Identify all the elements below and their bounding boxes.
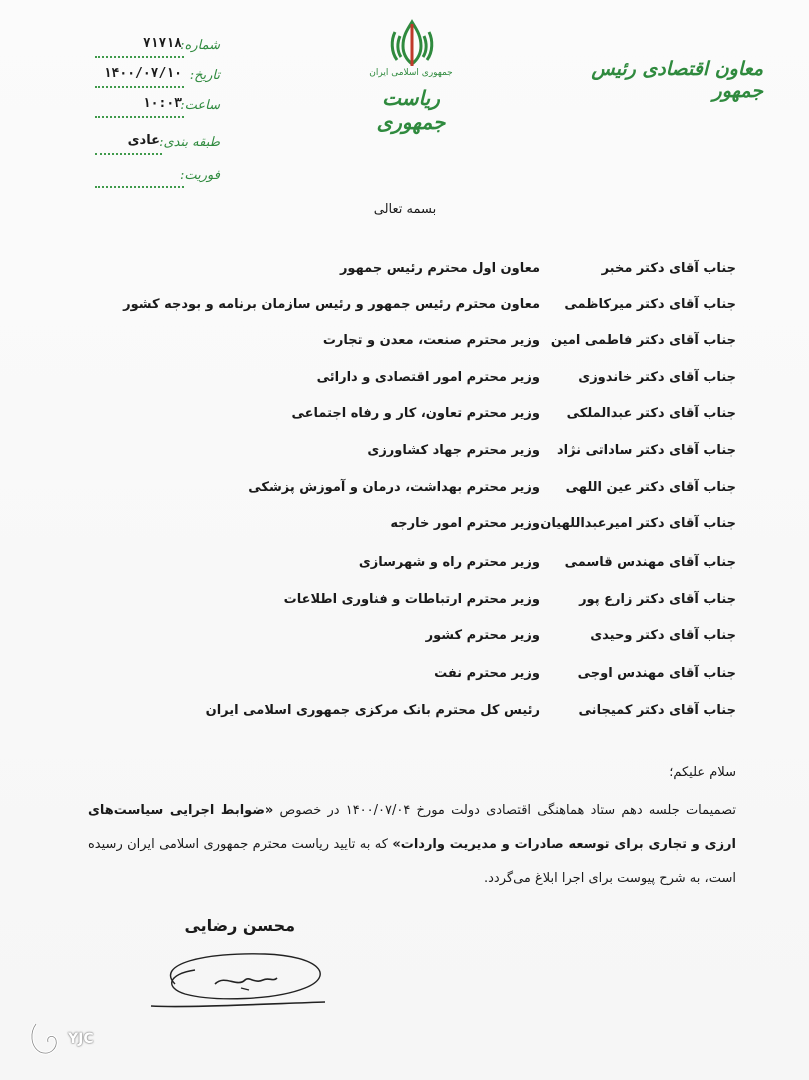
recipient-row: [150, 370, 736, 400]
recipient-row: [150, 628, 736, 658]
recipient-position: وزیر محترم کشور: [425, 628, 540, 643]
recipient-name: جناب آقای دکتر میرکاظمی: [564, 297, 736, 312]
recipient-row: [150, 261, 736, 291]
recipient-row: [150, 666, 736, 696]
recipient-position: وزیر محترم امور خارجه: [390, 516, 540, 531]
emblem-subtitle: جمهوری اسلامی ایران: [369, 68, 453, 78]
meta-divider: [95, 153, 162, 155]
recipient-name: جناب آقای دکتر مخبر: [601, 261, 736, 276]
recipient-position: وزیر محترم جهاد کشاورزی: [367, 443, 540, 458]
greeting: سلام علیکم؛: [669, 765, 736, 780]
recipient-position: وزیر محترم راه و شهرسازی: [358, 555, 540, 570]
meta-urgency-label: فوریت:: [180, 168, 220, 183]
recipient-name: جناب آقای مهندس قاسمی: [564, 555, 736, 570]
meta-classification: [95, 135, 220, 157]
meta-date-label: تاریخ:: [189, 68, 220, 83]
recipient-name: جناب آقای مهندس اوجی: [577, 666, 736, 681]
meta-number: [95, 38, 220, 60]
recipient-position: معاون محترم رئیس جمهور و رئیس سازمان برنامه و بودجه کشور: [123, 297, 540, 312]
recipient-name: جناب آقای دکتر خاندوزی: [578, 370, 736, 385]
recipient-row: [150, 516, 736, 546]
meta-divider: [95, 86, 184, 88]
meta-date: [95, 68, 220, 90]
iran-emblem-icon: [385, 18, 439, 72]
recipient-row: [150, 333, 736, 363]
recipient-position: وزیر محترم امور اقتصادی و دارائی: [316, 370, 540, 385]
recipient-name: جناب آقای دکتر زارع پور: [579, 592, 736, 607]
recipient-position: وزیر محترم نفت: [434, 666, 540, 681]
meta-time: [95, 98, 220, 120]
body-text-1: تصمیمات جلسه دهم ستاد هماهنگی اقتصادی دولت مورخ ۱۴۰۰/۰۷/۰۴ در خصوص: [279, 803, 736, 818]
recipient-position: وزیر محترم ارتباطات و فناوری اطلاعات: [283, 592, 540, 607]
body-text-bold: «ضوابط اجرایی سیاست‌های ارزی و تجاری برای توسعه صادرات و مدیریت واردات»: [88, 803, 736, 852]
meta-urgency: [95, 168, 220, 190]
meta-divider: [95, 116, 184, 118]
signature-icon: [145, 944, 345, 1014]
recipient-name: جناب آقای دکتر امیرعبداللهیان: [540, 516, 736, 531]
recipient-position: وزیر محترم صنعت، معدن و تجارت: [322, 333, 540, 348]
recipient-name: جناب آقای دکتر کمیجانی: [578, 703, 736, 718]
recipient-row: [150, 555, 736, 585]
recipient-position: وزیر محترم بهداشت، درمان و آموزش پزشکی: [248, 480, 540, 495]
recipient-row: [150, 406, 736, 436]
recipient-name: جناب آقای دکتر عبدالملکی: [566, 406, 736, 421]
meta-class-value: عادی: [127, 133, 160, 148]
recipient-row: [150, 592, 736, 622]
meta-number-value: ۷۱۷۱۸: [142, 36, 182, 51]
recipient-name: جناب آقای دکتر عین اللهی: [565, 480, 736, 495]
watermark-text: YJC: [68, 1031, 94, 1047]
recipient-position: معاون اول محترم رئیس جمهور: [339, 261, 540, 276]
recipient-position: رئیس کل محترم بانک مرکزی جمهوری اسلامی ایران: [205, 703, 540, 718]
meta-divider: [95, 186, 184, 188]
meta-divider: [95, 56, 184, 58]
meta-time-value: ۱۰:۰۳: [142, 96, 182, 111]
recipient-name: جناب آقای دکتر فاطمی امین: [550, 333, 736, 348]
org-title: معاون اقتصادی رئیس جمهور: [591, 58, 763, 102]
meta-time-label: ساعت:: [180, 98, 220, 113]
recipient-name: جناب آقای دکتر وحیدی: [590, 628, 736, 643]
meta-number-label: شماره:: [180, 38, 220, 53]
meta-date-value: ۱۴۰۰/۰۷/۱۰: [103, 66, 182, 81]
emblem-title: ریاست جمهوری: [376, 86, 446, 134]
body-paragraph: [88, 794, 736, 896]
body-text-2: که به تایید ریاست محترم جمهوری اسلامی ایران رسیده است، به شرح پیوست برای اجرا ابلاغ می‌گردد.: [88, 837, 736, 886]
recipient-row: [150, 480, 736, 510]
signer-name: محسن رضایی: [184, 916, 295, 935]
recipient-row: [150, 443, 736, 473]
recipient-name: جناب آقای دکتر ساداتی نژاد: [556, 443, 736, 458]
recipient-row: [123, 297, 736, 327]
bismillah: بسمه تعالی: [373, 202, 437, 217]
recipient-position: وزیر محترم تعاون، کار و رفاه اجتماعی: [291, 406, 540, 421]
recipient-row: [150, 703, 736, 733]
meta-class-label: طبقه بندی:: [159, 135, 220, 150]
